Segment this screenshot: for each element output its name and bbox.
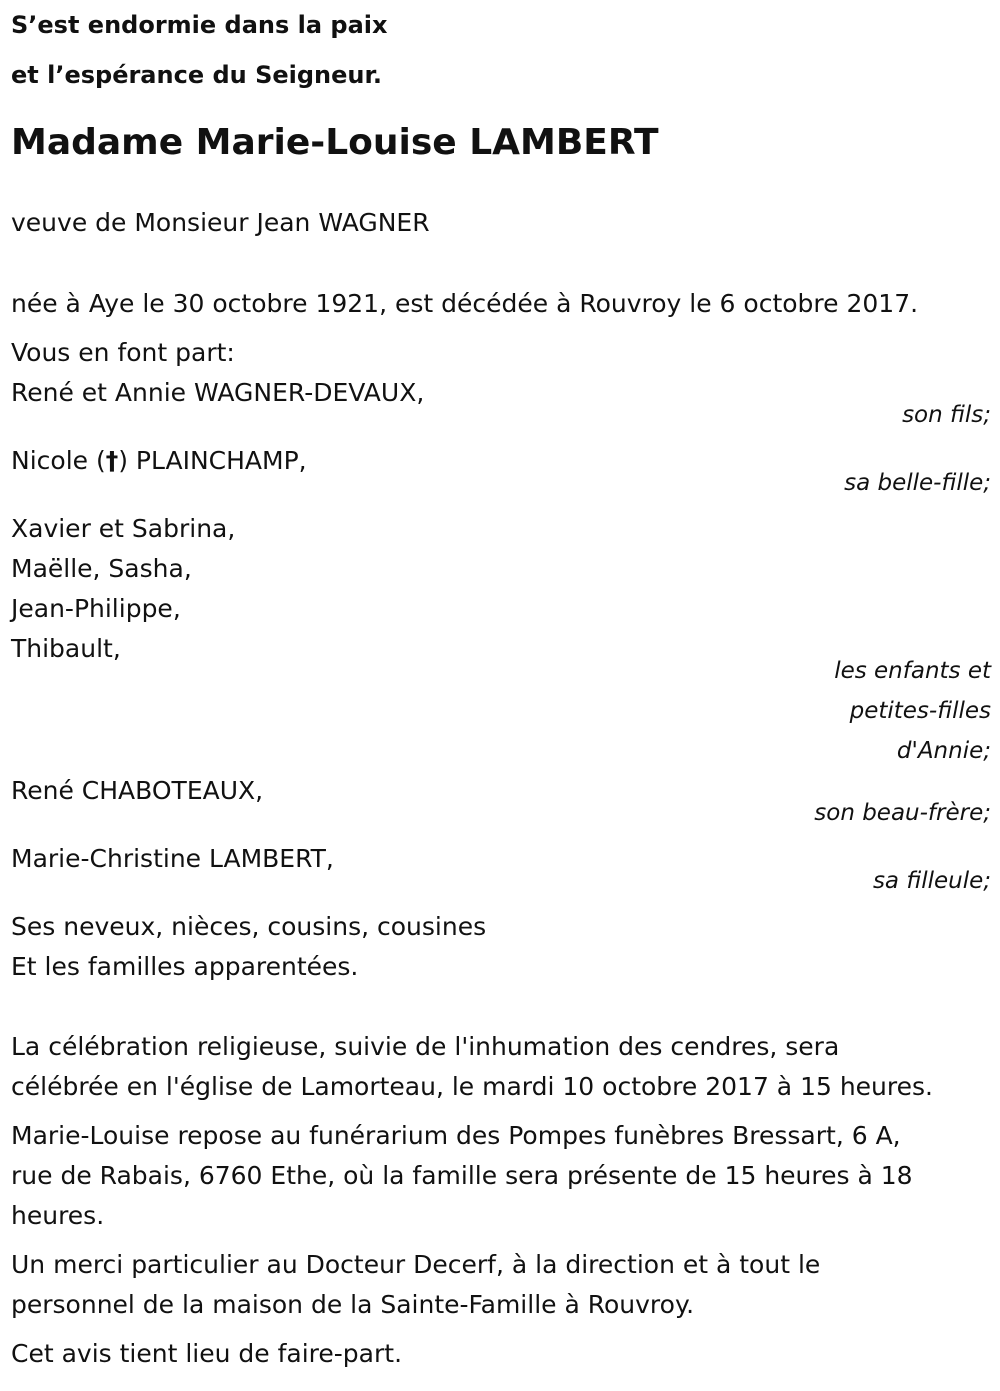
obituary-notice [11, 0, 991, 1374]
extended-family: Ses neveux, nièces, cousins, cousines [11, 912, 487, 941]
thanks-paragraph: Un merci particulier au Docteur Decerf, à la direction et à tout le [11, 1250, 821, 1279]
mourner-relation-line: les enfants et [834, 658, 991, 684]
cross-icon: † [105, 446, 119, 475]
mourner-name-part: Nicole ( [11, 446, 106, 475]
mourner-relation: sa belle-fille; [844, 470, 991, 496]
closing-note: Cet avis tient lieu de faire-part. [11, 1339, 403, 1368]
mourner-relation: son beau-frère; [814, 800, 991, 826]
mourner-name: René et Annie WAGNER-DEVAUX, [11, 378, 425, 407]
mourner-relation-line: petites-filles [849, 698, 991, 724]
thanks-paragraph: personnel de la maison de la Sainte-Famille à Rouvroy. [11, 1290, 695, 1319]
funerarium-paragraph: rue de Rabais, 6760 Ethe, où la famille sera présente de 15 heures à 18 [11, 1161, 913, 1190]
funerarium-paragraph: heures. [11, 1201, 105, 1230]
birth-death-info: née à Aye le 30 octobre 1921, est décédée à Rouvroy le 6 octobre 2017. [11, 289, 919, 318]
extended-family: Et les familles apparentées. [11, 952, 359, 981]
deceased-name: Madame Marie-Louise LAMBERT [11, 122, 659, 163]
mourner-relation [11, 651, 991, 771]
mourner-name: Maëlle, Sasha, [11, 554, 192, 583]
mourner-name: Jean-Philippe, [11, 594, 181, 623]
mourner-relation: sa filleule; [872, 868, 991, 894]
mourner-name: Xavier et Sabrina, [11, 514, 236, 543]
epigraph [11, 0, 991, 100]
mourner-name: René CHABOTEAUX, [11, 776, 264, 805]
epigraph-line: et l’espérance du Seigneur. [11, 61, 383, 89]
mourner-relation: son fils; [902, 402, 991, 428]
ceremony-paragraph: La célébration religieuse, suivie de l'inhumation des cendres, sera [11, 1032, 840, 1061]
ceremony-paragraph: célébrée en l'église de Lamorteau, le mardi 10 octobre 2017 à 15 heures. [11, 1072, 933, 1101]
funerarium-paragraph: Marie-Louise repose au funérarium des Pompes funèbres Bressart, 6 A, [11, 1121, 901, 1150]
mourner-name-part: ) PLAINCHAMP, [118, 446, 307, 475]
mourner-relation-line: d'Annie; [896, 738, 991, 764]
epigraph-line: S’est endormie dans la paix [11, 11, 388, 39]
mourner-name: Marie-Christine LAMBERT, [11, 844, 334, 873]
widow-of: veuve de Monsieur Jean WAGNER [11, 208, 430, 237]
announce-label: Vous en font part: [11, 338, 235, 367]
mourner-name: Thibault, [11, 634, 121, 663]
